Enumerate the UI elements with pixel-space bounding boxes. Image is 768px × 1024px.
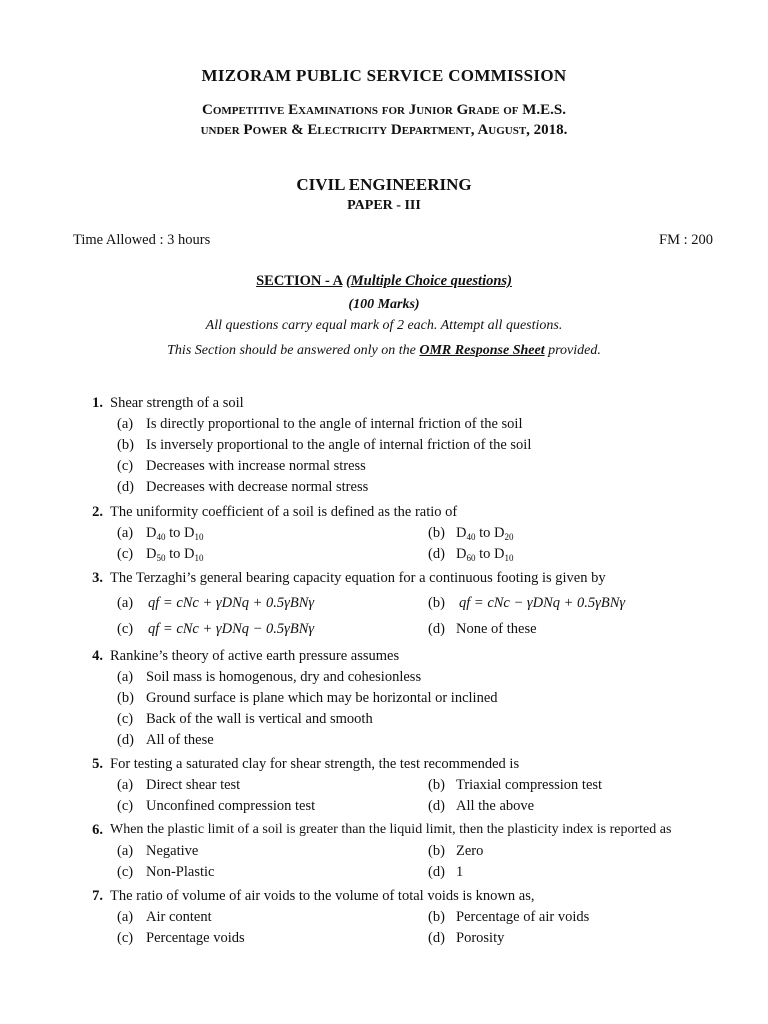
option-text: $D_{50}$ to $D_{10}$	[146, 546, 204, 563]
option-text: Direct shear test	[146, 777, 241, 793]
question-number: 3.	[92, 570, 103, 586]
exam-title-line1: Competitive Examinations for Junior Grade of M.E.S.	[202, 102, 566, 118]
option-label: (b)	[428, 909, 445, 925]
instruction-2-post: provided.	[544, 343, 601, 358]
option-text: All of these	[146, 732, 214, 748]
option-label: (d)	[428, 864, 445, 880]
question-number: 1.	[92, 395, 103, 411]
option-label: (c)	[117, 930, 134, 946]
option-text: Porosity	[456, 930, 505, 946]
option-label: (d)	[428, 930, 445, 946]
instruction-2-pre: This Section should be answered only on the	[167, 343, 420, 358]
option-text: Soil mass is homogenous, dry and cohesionless	[146, 669, 422, 685]
option-label: (a)	[117, 669, 134, 685]
option-label: (b)	[428, 525, 445, 541]
question-text: The uniformity coefficient of a soil is defined as the ratio of	[110, 504, 458, 520]
option-text: $D_{40}$ to $D_{20}$	[456, 525, 514, 542]
commission-title: MIZORAM PUBLIC SERVICE COMMISSION	[201, 66, 567, 85]
option-text: Percentage voids	[146, 930, 245, 946]
question-text: Rankine’s theory of active earth pressure assumes	[110, 648, 400, 664]
option-label: (d)	[428, 621, 445, 637]
instruction-1: All questions carry equal mark of 2 each. Attempt all questions.	[205, 318, 563, 333]
equation-option: qf = cNc + γDNq − 0.5γBNγ	[148, 621, 315, 637]
option-label: (a)	[117, 843, 134, 859]
option-label: (d)	[428, 798, 445, 814]
omr-sheet-emphasis: OMR Response Sheet	[419, 343, 545, 358]
option-label: (b)	[428, 777, 445, 793]
instruction-2	[0, 343, 768, 359]
option-text: Triaxial compression test	[456, 777, 603, 793]
option-label: (a)	[117, 416, 134, 432]
option-text: $D_{40}$ to $D_{10}$	[146, 525, 204, 542]
question-number: 7.	[92, 888, 103, 904]
option-label: (d)	[117, 732, 134, 748]
option-text: $D_{60}$ to $D_{10}$	[456, 546, 514, 563]
option-label: (c)	[117, 711, 134, 727]
option-label: (c)	[117, 621, 134, 637]
question-text: Shear strength of a soil	[110, 395, 244, 411]
question-number: 5.	[92, 756, 103, 772]
equation-option: qf = cNc − γDNq + 0.5γBNγ	[459, 595, 626, 611]
option-text: Back of the wall is vertical and smooth	[146, 711, 373, 727]
question-number: 6.	[92, 822, 103, 838]
option-text: Unconfined compression test	[146, 798, 316, 814]
option-text: 1	[456, 864, 464, 880]
option-label: (b)	[428, 595, 445, 611]
option-text: Is directly proportional to the angle of internal friction of the soil	[146, 416, 523, 432]
option-text: Decreases with increase normal stress	[146, 458, 366, 474]
paper-number: PAPER - III	[347, 198, 421, 213]
option-text: Decreases with decrease normal stress	[146, 479, 369, 495]
option-text: Percentage of air voids	[456, 909, 590, 925]
exam-title-line2: under Power & Electricity Department, August, 2018.	[200, 122, 568, 138]
section-title: SECTION - A	[256, 273, 343, 289]
question-text: The Terzaghi’s general bearing capacity equation for a continuous footing is given by	[110, 570, 606, 586]
option-label: (d)	[117, 479, 134, 495]
question-text: When the plastic limit of a soil is greater than the liquid limit, then the plasticity index is reported as	[110, 822, 672, 837]
option-label: (a)	[117, 595, 134, 611]
option-text: Air content	[146, 909, 212, 925]
question-text: The ratio of volume of air voids to the volume of total voids is known as,	[110, 888, 535, 904]
option-text: Non-Plastic	[146, 864, 215, 880]
question-number: 2.	[92, 504, 103, 520]
option-label: (a)	[117, 909, 134, 925]
option-label: (b)	[117, 690, 134, 706]
option-label: (a)	[117, 525, 134, 541]
option-label: (c)	[117, 458, 134, 474]
option-label: (c)	[117, 864, 134, 880]
option-label: (b)	[428, 843, 445, 859]
section-marks: (100 Marks)	[348, 297, 420, 312]
option-text: Is inversely proportional to the angle of internal friction of the soil	[146, 437, 532, 453]
question-text: For testing a saturated clay for shear strength, the test recommended is	[110, 756, 520, 772]
option-label: (a)	[117, 777, 134, 793]
section-subtitle: (Multiple Choice questions)	[345, 273, 512, 289]
option-label: (c)	[117, 798, 134, 814]
option-text: None of these	[456, 621, 537, 637]
option-label: (c)	[117, 546, 134, 562]
equation-option: qf = cNc + γDNq + 0.5γBNγ	[148, 595, 315, 611]
option-text: Ground surface is plane which may be horizontal or inclined	[146, 690, 498, 706]
time-allowed: Time Allowed : 3 hours	[73, 232, 211, 248]
full-marks: FM : 200	[659, 232, 713, 248]
option-label: (b)	[117, 437, 134, 453]
question-number: 4.	[92, 648, 103, 664]
subject-title: CIVIL ENGINEERING	[296, 175, 472, 194]
option-text: Zero	[456, 843, 484, 859]
option-text: All the above	[456, 798, 535, 814]
option-text: Negative	[146, 843, 199, 859]
section-heading	[0, 273, 768, 290]
option-label: (d)	[428, 546, 445, 562]
